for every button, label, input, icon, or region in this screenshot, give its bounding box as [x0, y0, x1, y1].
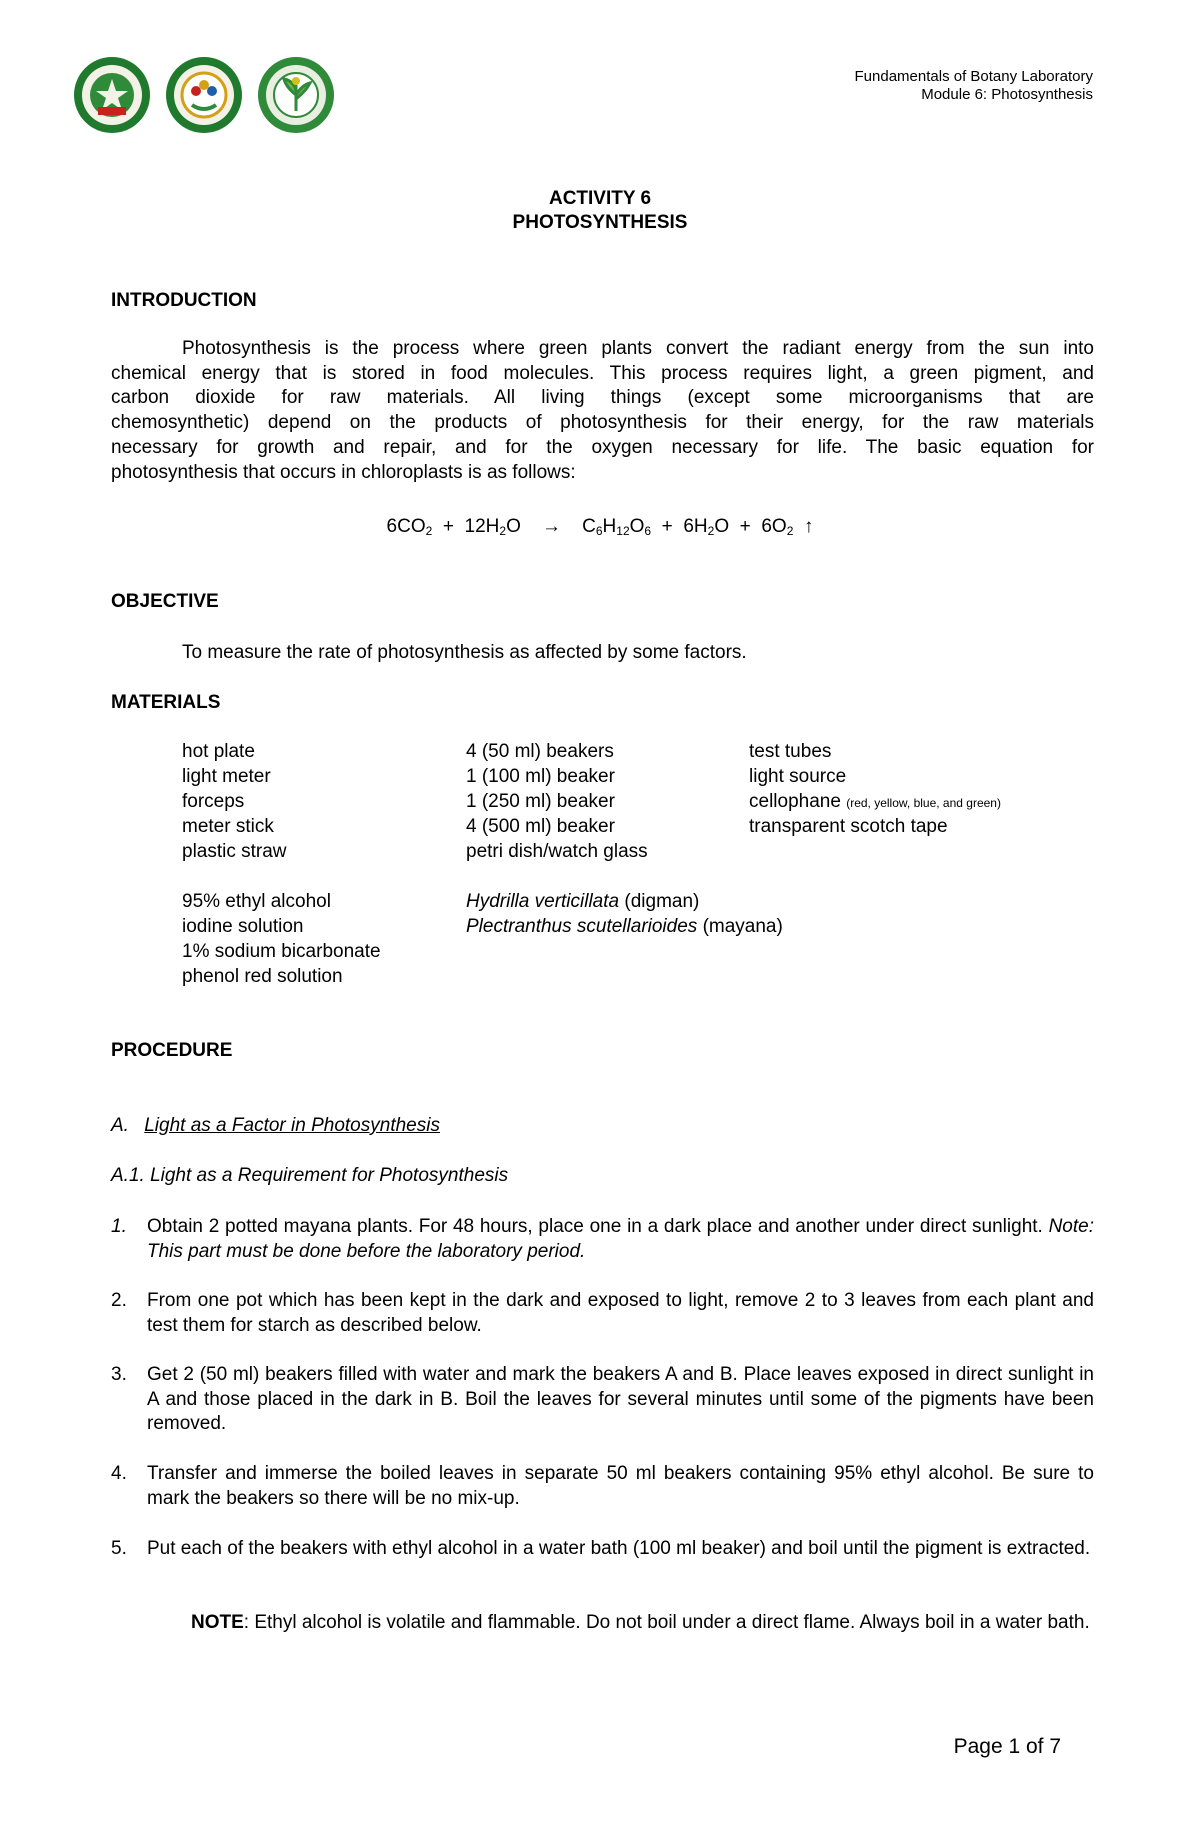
- university-seal-logo: [72, 55, 152, 135]
- material-item: 4 (50 ml) beakers: [466, 741, 614, 762]
- objective-text: To measure the rate of photosynthesis as affected by some factors.: [182, 642, 747, 663]
- material-item: plastic straw: [182, 841, 287, 862]
- department-seal-logo: [256, 55, 336, 135]
- introduction-heading: INTRODUCTION: [111, 290, 257, 311]
- eq-sub: 2: [499, 524, 507, 538]
- material-item: meter stick: [182, 816, 274, 837]
- intro-line: chemical energy that is stored in food molecules. This process requires light, a green pigment, and: [111, 362, 1094, 384]
- eq-plus: +: [661, 516, 673, 537]
- step-number: 1.: [111, 1216, 127, 1237]
- plant-common-name: (digman): [619, 891, 700, 912]
- section-a-heading: [111, 1115, 440, 1137]
- eq-sub: 2: [425, 524, 433, 538]
- eq-sub: 2: [786, 524, 794, 538]
- section-a-title: Light as a Factor in Photosynthesis: [144, 1115, 440, 1136]
- procedure-step: [111, 1462, 1094, 1511]
- chemical-item: phenol red solution: [182, 966, 343, 987]
- intro-line: photosynthesis that occurs in chloroplasts is as follows:: [111, 461, 576, 483]
- eq-sub: 2: [707, 524, 715, 538]
- procedure-step: [111, 1537, 1094, 1562]
- step-number: 3.: [111, 1364, 127, 1385]
- page-number: Page 1 of 7: [953, 1735, 1061, 1758]
- step-text: Obtain 2 potted mayana plants. For 48 hours, place one in a dark place and another under direct sunlight.: [147, 1216, 1049, 1237]
- step-text: Transfer and immerse the boiled leaves in separate 50 ml beakers containing 95% ethyl alcohol. Be sure to mark the beakers so there will be no mix-up.: [147, 1463, 1094, 1509]
- step-text: Put each of the beakers with ethyl alcohol in a water bath (100 ml beaker) and boil until the pigment is extracted.: [147, 1538, 1091, 1559]
- eq-sub: 6: [595, 524, 603, 538]
- step-number: 2.: [111, 1290, 127, 1311]
- material-item: 1 (100 ml) beaker: [466, 766, 615, 787]
- procedure-step: [111, 1215, 1094, 1264]
- step-number: 5.: [111, 1538, 127, 1559]
- eq-h2o: 6H: [683, 516, 708, 537]
- intro-line: Photosynthesis is the process where green plants convert the radiant energy from the sun into: [182, 338, 1094, 359]
- material-item: cellophane: [749, 791, 841, 812]
- cellophane-colors-note: (red, yellow, blue, and green): [846, 796, 1001, 810]
- step-note: Note: This part must be done before the laboratory period.: [147, 1216, 1094, 1262]
- header-course: Fundamentals of Botany Laboratory: [854, 68, 1093, 85]
- eq-o: O: [714, 516, 730, 537]
- intro-line: necessary for growth and repair, and for the oxygen necessary for life. The basic equation for: [111, 436, 1094, 458]
- introduction-paragraph: [111, 337, 1094, 485]
- material-item: test tubes: [749, 741, 832, 762]
- material-item-cellophane: [749, 791, 1001, 813]
- activity-title: PHOTOSYNTHESIS: [512, 212, 688, 233]
- chemical-item: iodine solution: [182, 916, 304, 937]
- plant-item-hydrilla: [466, 891, 699, 913]
- material-item: light source: [749, 766, 847, 787]
- eq-co2: 6CO: [386, 516, 426, 537]
- note-text: : Ethyl alcohol is volatile and flammable. Do not boil under a direct flame. Always boil in a water bath.: [243, 1612, 1090, 1633]
- eq-h: H: [602, 516, 617, 537]
- safety-note: [191, 1611, 1094, 1636]
- eq-sub: 6: [644, 524, 652, 538]
- step-number: 4.: [111, 1463, 127, 1484]
- chemical-item: 95% ethyl alcohol: [182, 891, 331, 912]
- eq-plus: +: [442, 516, 454, 537]
- photosynthesis-equation: [0, 516, 1200, 538]
- eq-o: O: [506, 516, 521, 537]
- material-item: hot plate: [182, 741, 255, 762]
- plant-common-name: (mayana): [697, 916, 783, 937]
- step-text: From one pot which has been kept in the dark and exposed to light, remove 2 to 3 leaves from each plant and test them for starch as described below.: [147, 1290, 1094, 1336]
- header-module: Module 6: Photosynthesis: [921, 86, 1093, 103]
- eq-plus: +: [739, 516, 751, 537]
- note-label: NOTE: [191, 1612, 244, 1633]
- material-item: transparent scotch tape: [749, 816, 948, 837]
- section-a1-heading: A.1. Light as a Requirement for Photosynthesis: [111, 1165, 509, 1186]
- plant-scientific-name: Hydrilla verticillata: [466, 891, 620, 912]
- material-item: 4 (500 ml) beaker: [466, 816, 615, 837]
- eq-sub: 12: [616, 524, 630, 538]
- material-item: light meter: [182, 766, 271, 787]
- chemical-item: 1% sodium bicarbonate: [182, 941, 381, 962]
- material-item: forceps: [182, 791, 245, 812]
- college-seal-logo: [164, 55, 244, 135]
- procedure-step: [111, 1363, 1094, 1437]
- eq-o: O: [629, 516, 645, 537]
- eq-o2: 6O: [761, 516, 787, 537]
- up-arrow-icon: ↑: [803, 516, 814, 537]
- eq-h2o: 12H: [464, 516, 500, 537]
- step-text: Get 2 (50 ml) beakers filled with water and mark the beakers A and B. Place leaves exposed in direct sunlight in A and those placed in the dark in B. Boil the leaves for several minutes until some of the pigments have been removed.: [147, 1364, 1094, 1435]
- material-item: 1 (250 ml) beaker: [466, 791, 615, 812]
- plant-item-plectranthus: [466, 916, 783, 938]
- objective-heading: OBJECTIVE: [111, 591, 219, 612]
- intro-line: carbon dioxide for raw materials. All living things (except some microorganisms that are: [111, 387, 1094, 409]
- material-item: petri dish/watch glass: [466, 841, 648, 862]
- eq-c: C: [582, 516, 596, 537]
- materials-heading: MATERIALS: [111, 692, 221, 713]
- procedure-step: [111, 1289, 1094, 1338]
- intro-line: chemosynthetic) depend on the products of photosynthesis for their energy, for the raw materials: [111, 412, 1094, 434]
- section-a-label: A.: [111, 1115, 129, 1136]
- eq-arrow: →: [542, 516, 561, 537]
- procedure-heading: PROCEDURE: [111, 1040, 233, 1061]
- logo-row: [72, 55, 336, 135]
- activity-number: ACTIVITY 6: [548, 188, 652, 209]
- plant-scientific-name: Plectranthus scutellarioides: [466, 916, 698, 937]
- running-header: [855, 68, 1093, 104]
